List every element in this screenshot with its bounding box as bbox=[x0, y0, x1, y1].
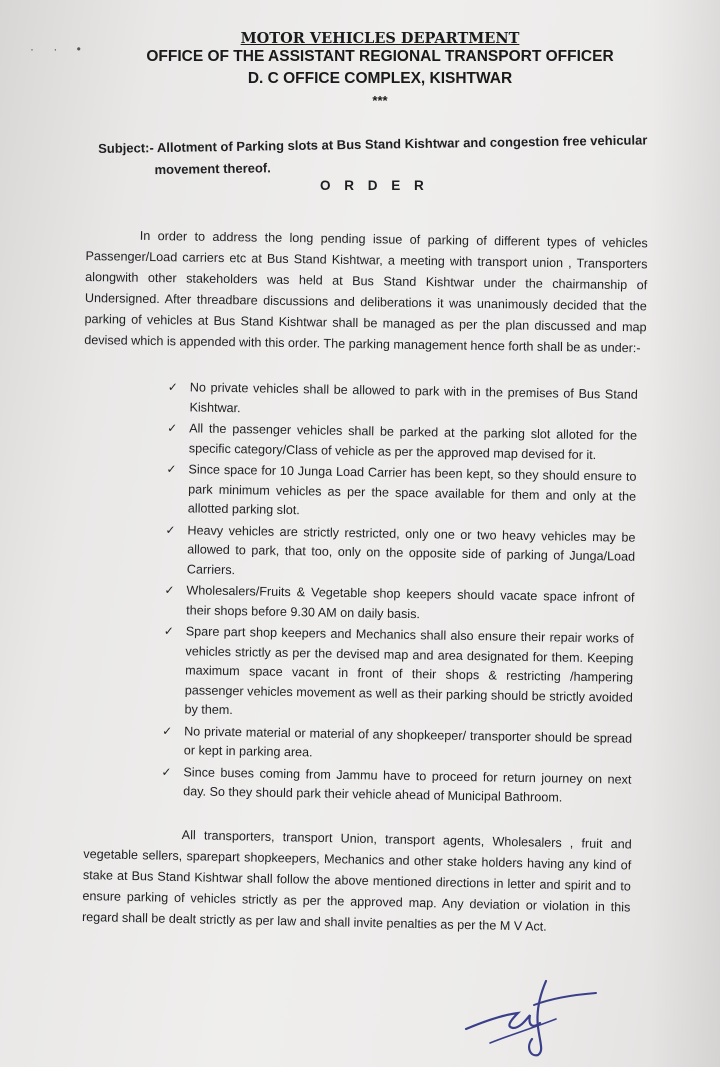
checkmark-icon: ✓ bbox=[162, 723, 173, 738]
direction-item: ✓ No private vehicles shall be allowed to park with in the premises of Bus Stand Kishtwar. bbox=[167, 379, 638, 415]
checkmark-icon: ✓ bbox=[165, 522, 176, 537]
subject-line-2: movement thereof. bbox=[154, 160, 271, 178]
checkmark-icon: ✓ bbox=[167, 379, 179, 395]
direction-item: ✓ Heavy vehicles are strictly restricted, only one or two heavy vehicles may be allowed to park, that too, only on the opposite side of parking of Junga/Load Carriers. bbox=[165, 522, 636, 577]
order-heading: O R D E R bbox=[320, 178, 429, 193]
office-address: D. C OFFICE COMPLEX, KISHTWAR bbox=[247, 70, 513, 87]
office-title: OFFICE OF THE ASSISTANT REGIONAL TRANSPORT OFFICER bbox=[146, 48, 614, 65]
direction-item: ✓ Since space for 10 Junga Load Carrier has been kept, so they should ensure to park minimum vehicles as per the space available for them and only at the allotted parking slot. bbox=[166, 461, 637, 518]
direction-item: ✓ Wholesalers/Fruits & Vegetable shop keepers should vacate space infront of their shops before 9.30 AM on daily basis. bbox=[164, 582, 635, 621]
checkmark-icon: ✓ bbox=[161, 764, 172, 779]
ink-marks: · · • bbox=[30, 42, 89, 56]
checkmark-icon: ✓ bbox=[166, 461, 177, 477]
checkmark-icon: ✓ bbox=[164, 582, 175, 598]
header-separator: *** bbox=[372, 93, 388, 108]
closing-paragraph: All transporters, transport Union, transport agents, Wholesalers , fruit and vegetable sellers, sparepart shopkeepers, Mechanics and other stake holders having any kind of stake at Bus Stand Kishtwar shall follow the above mentioned directions in letter and spirit and to ensure parking of vehicles strictly as per the approved map. Any deviation or violation in this regard shall be dealt strictly as per law and shall invite penalties as per the M V Act. bbox=[81, 828, 632, 935]
direction-item: ✓ No private material or material of any shopkeeper/ transporter should be spread or kept in parking area. bbox=[162, 723, 633, 760]
signature bbox=[460, 965, 610, 1060]
direction-item: ✓ Spare part shop keepers and Mechanics shall also ensure their repair works of vehicles strictly as per the devised map and area designated for them. Keeping maximum space vacant in front of their shops & restricting /hampering passenger vehicles movement as well as their parking should be strictly avoided by them. bbox=[163, 623, 634, 718]
directions-list bbox=[161, 378, 638, 811]
checkmark-icon: ✓ bbox=[163, 623, 174, 639]
subject-line-1: Subject:- Allotment of Parking slots at Bus Stand Kishtwar and congestion free vehicular bbox=[98, 132, 648, 156]
checkmark-icon: ✓ bbox=[167, 420, 178, 436]
direction-item: ✓ All the passenger vehicles shall be parked at the parking slot alloted for the specific category/Class of vehicle as per the approved map devised for it. bbox=[167, 420, 638, 462]
department-title: MOTOR VEHICLES DEPARTMENT bbox=[240, 30, 520, 47]
direction-item: ✓ Since buses coming from Jammu have to proceed for return journey on next day. So they should park their vehicle ahead of Municipal Bathroom. bbox=[161, 764, 632, 805]
subject-line bbox=[98, 129, 649, 182]
intro-paragraph: In order to address the long pending issue of parking of different types of vehicles Passenger/Load carriers etc at Bus Stand Kishtwar, a meeting with transport union , Transporters alongwith other stakeholders was held at Bus Stand Kishtwar under the chairmanship of Undersigned. After threadbare discussions and deliberations it was unanimously decided that the parking of vehicles at Bus Stand Kishtwar shall be managed as per the plan discussed and map devised which is appended with this order. The parking management hence forth shall be as under:- bbox=[84, 228, 648, 356]
